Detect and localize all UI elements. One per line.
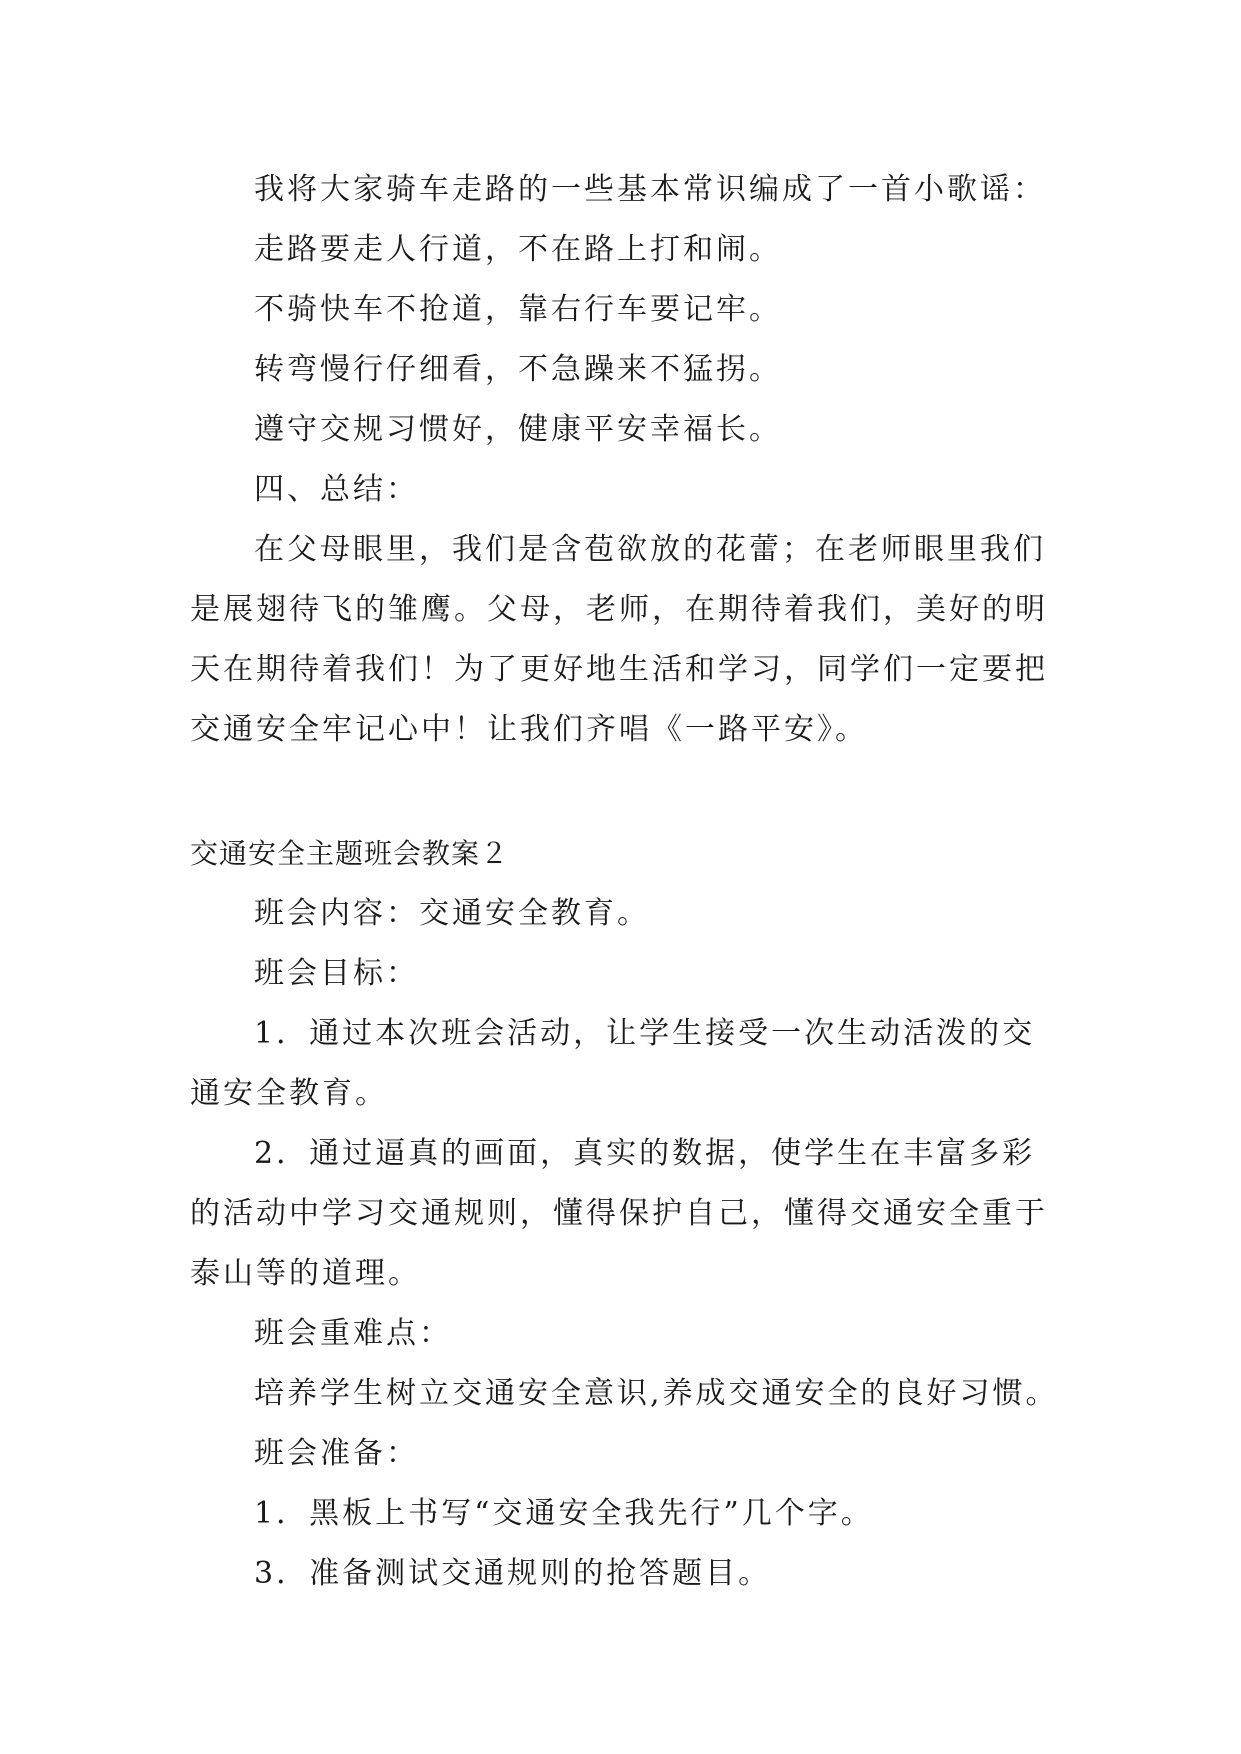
goal-item-line: 2．通过逼真的画面，真实的数据，使学生在丰富多彩 xyxy=(254,1136,1036,1171)
summary-paragraph-line: 天在期待着我们！为了更好地生活和学习，同学们一定要把 xyxy=(190,652,1048,687)
section-title: 交通安全主题班会教案２ xyxy=(190,837,510,870)
prep-heading: 班会准备： xyxy=(254,1436,419,1471)
document-body xyxy=(190,160,1070,1604)
section-spacer xyxy=(190,760,1070,824)
summary-heading: 四、总结： xyxy=(254,472,419,507)
song-line: 遵守交规习惯好，健康平安幸福长。 xyxy=(254,412,782,447)
key-heading: 班会重难点： xyxy=(254,1316,452,1351)
prep-item: 1．黑板上书写“交通安全我先行”几个字。 xyxy=(254,1496,874,1531)
summary-paragraph-line: 交通安全牢记心中！让我们齐唱《一路平安》。 xyxy=(190,712,868,747)
goal-item-line: 通安全教育。 xyxy=(190,1076,388,1111)
summary-paragraph-line: 是展翅待飞的雏鹰。父母，老师，在期待着我们，美好的明 xyxy=(190,592,1048,627)
song-intro: 我将大家骑车走路的一些基本常识编成了一首小歌谣： xyxy=(254,172,1046,207)
key-line: 培养学生树立交通安全意识,养成交通安全的良好习惯。 xyxy=(254,1376,1059,1411)
song-line: 走路要走人行道，不在路上打和闹。 xyxy=(254,232,782,267)
goal-item-line: 的活动中学习交通规则，懂得保护自己，懂得交通安全重于 xyxy=(190,1196,1048,1231)
song-line: 转弯慢行仔细看，不急躁来不猛拐。 xyxy=(254,352,782,387)
summary-paragraph-line: 在父母眼里，我们是含苞欲放的花蕾；在老师眼里我们 xyxy=(254,532,1046,567)
class-content-line: 班会内容：交通安全教育。 xyxy=(254,896,650,931)
prep-item: 3．准备测试交通规则的抢答题目。 xyxy=(254,1556,772,1591)
song-line: 不骑快车不抢道，靠右行车要记牢。 xyxy=(254,292,782,327)
goal-item-line: 泰山等的道理。 xyxy=(190,1256,421,1291)
goal-heading: 班会目标： xyxy=(254,956,419,991)
goal-item-line: 1．通过本次班会活动，让学生接受一次生动活泼的交 xyxy=(254,1016,1036,1051)
